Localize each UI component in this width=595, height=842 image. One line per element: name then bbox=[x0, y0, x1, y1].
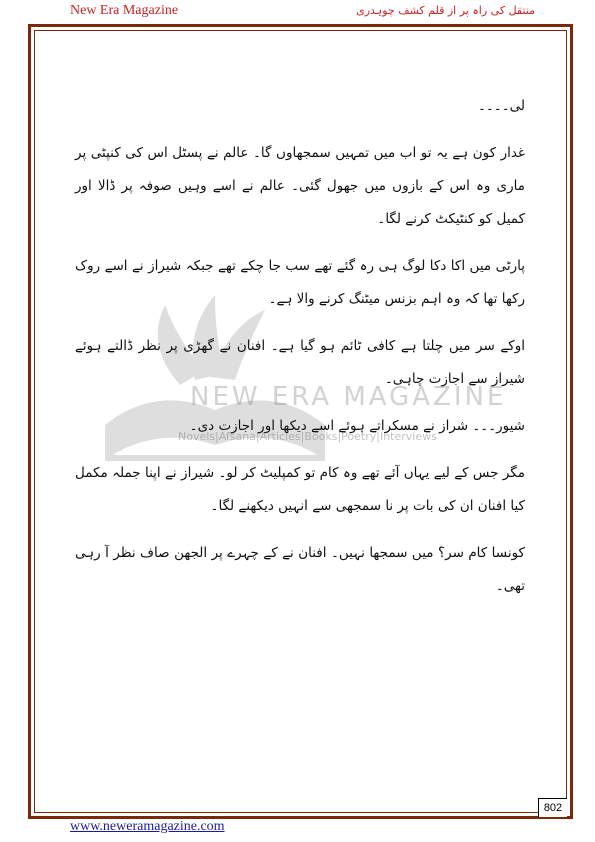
paragraph: کونسا کام سر؟ میں سمجھا نہیں۔ افنان نے کے چہرے پر الجھن صاف نظر آ رہی تھی۔ bbox=[75, 545, 525, 594]
magazine-name-header: New Era Magazine bbox=[70, 3, 179, 18]
website-link[interactable]: www.neweramagazine.com bbox=[70, 819, 225, 834]
story-credit-header: منتقل کی راہ پر از قلم کشف چوہدری bbox=[356, 4, 535, 17]
watermark-subtitle: Novels|Afsana|Articles|Books|Poetry|Interviews bbox=[178, 430, 437, 443]
story-body bbox=[75, 90, 525, 617]
paragraph: غدار کون ہے یہ تو اب میں تمہیں سمجھاوں گا۔ عالم نے پسٹل اس کی کنپٹی پر ماری وہ اس کے بازوں میں جھول گئی۔ عالم نے اسے وہیں صوفہ پر ڈالا اور کمیل کو کنٹیکٹ کرنے لگا۔ bbox=[75, 145, 525, 227]
paragraph: مگر جس کے لیے یہاں آئے تھے وہ کام تو کمپلیٹ کر لو۔ شیراز نے اپنا جملہ مکمل کیا افنان ان کی بات پر نا سمجھی سے انہیں دیکھنے لگا۔ bbox=[75, 465, 525, 514]
watermark-title: NEW ERA MAGAZINE bbox=[190, 382, 507, 412]
page-number: 802 bbox=[538, 798, 567, 817]
paragraph: شیور۔۔۔ شراز نے مسکراتے ہوئے اسے دیکھا اور اجازت دی۔ bbox=[189, 418, 525, 434]
paragraph: پارٹی میں اکا دکا لوگ ہی رہ گئے تھے سب جا چکے تھے جبکہ شیراز نے اسے روک رکھا تھا کہ وہ اہم بزنس میٹنگ کرنے والا ہے۔ bbox=[75, 258, 525, 307]
paragraph: اوکے سر میں چلتا ہے کافی ٹائم ہو گیا ہے۔ افنان نے گھڑی پر نظر ڈالتے ہوئے شیراز سے اجازت چاہی۔ bbox=[75, 338, 525, 387]
paragraph: لی۔۔۔۔ bbox=[477, 98, 525, 114]
